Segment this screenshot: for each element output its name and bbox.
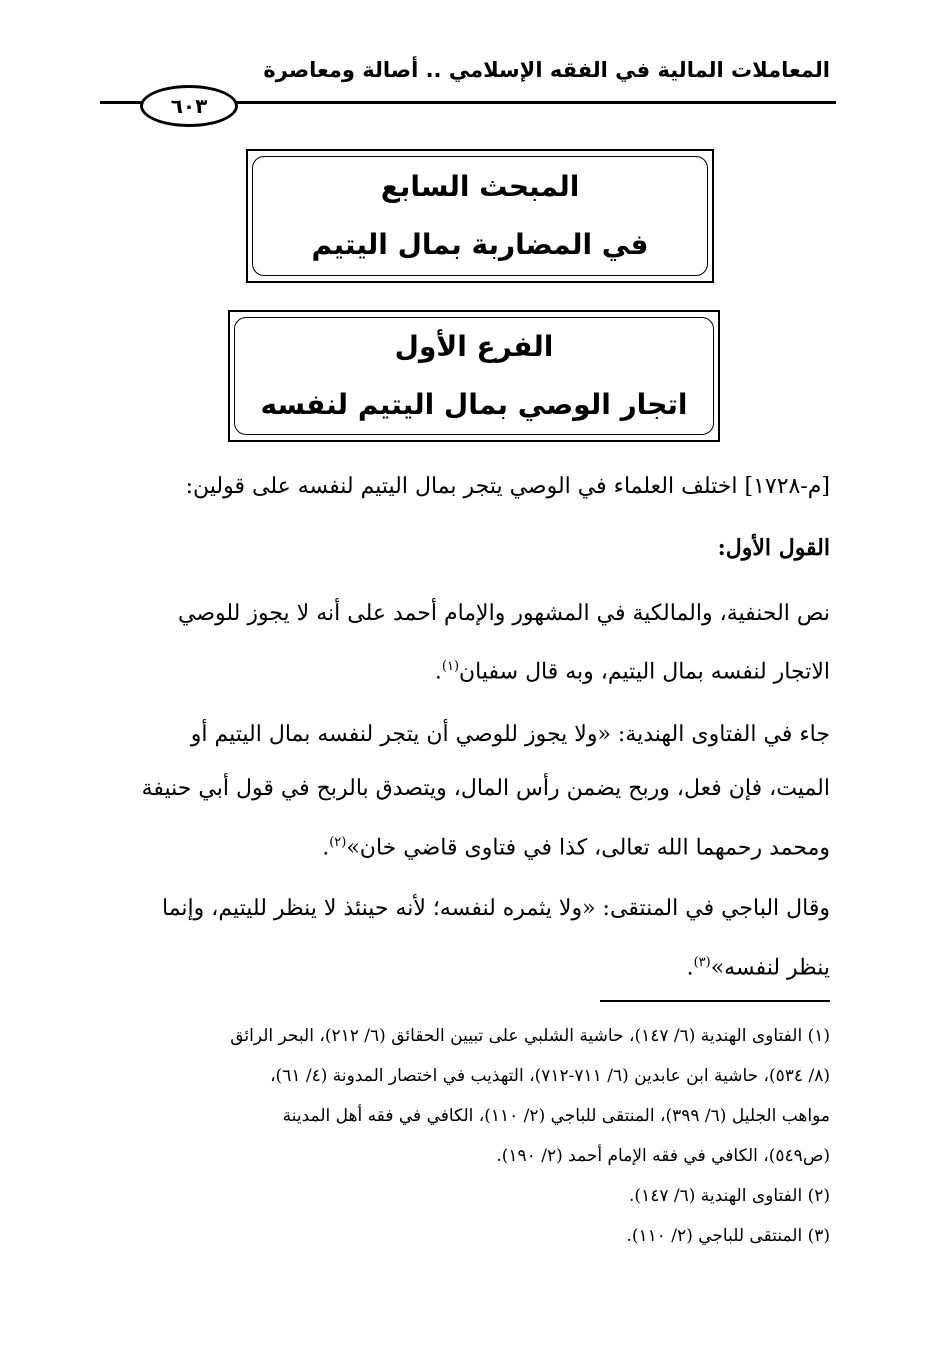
page-number: ٦٠٣ [170,94,208,118]
para1-line2-text: الاتجار لنفسه بمال اليتيم، وبه قال سفيان [459,659,830,685]
footnote-1-line4: (ص٥٤٩)، الكافي في فقه الإمام أحمد (٢/ ١٩٠). [496,1146,830,1166]
para3-end: . [686,955,694,981]
section-title-box [246,149,714,283]
footnote-1-line3: مواهب الجليل (٦/ ٣٩٩)، المنتقى للباجي (٢/ ١١٠)، الكافي في فقه أهل المدينة [282,1106,830,1126]
para3-line1: وقال الباجي في المنتقى: «ولا يثمره لنفسه؛ لأنه حينئذ لا ينظر لليتيم، وإنما [162,896,830,921]
section-subtitle: في المضاربة بمال اليتيم [311,228,649,261]
branch-title-box [228,310,720,442]
para2-line3 [90,813,830,878]
para3-line2 [90,933,830,998]
para2-line1: جاء في الفتاوى الهندية: «ولا يجوز للوصي أن يتجر لنفسه بمال اليتيم أو [190,722,830,747]
branch-subtitle: اتجار الوصي بمال اليتيم لنفسه [260,388,688,421]
running-title: المعاملات المالية في الفقه الإسلامي .. أصالة ومعاصرة [263,58,830,82]
footnote-1-line2: (٨/ ٥٣٤)، حاشية ابن عابدين (٦/ ٧١١-٧١٢)، التهذيب في اختصار المدونة (٤/ ٦١)، [270,1066,830,1086]
first-opinion-heading: القول الأول: [717,535,830,561]
footnote-ref-2[interactable]: (٢) [329,835,347,850]
footnote-ref-3[interactable]: (٣) [693,955,711,970]
section-title: المبحث السابع [380,170,580,203]
branch-title-inner-frame [234,317,714,435]
section-title-inner-frame [252,156,708,276]
para1-end: . [434,659,442,685]
intro-line: [م-١٧٢٨] اختلف العلماء في الوصي يتجر بمال اليتيم لنفسه على قولين: [185,474,830,499]
footnote-3: (٣) المنتقى للباجي (٢/ ١١٠). [626,1226,830,1246]
footnote-ref-1[interactable]: (١) [441,659,460,674]
para3-line2-text: ينظر لنفسه» [710,955,830,981]
footnote-separator [600,1000,830,1002]
para2-line3-text: ومحمد رحمهما الله تعالى، كذا في فتاوى قاضي خان» [346,835,830,861]
footnote-1-line1: (١) الفتاوى الهندية (٦/ ١٤٧)، حاشية الشلبي على تبيين الحقائق (٦/ ٢١٢)، البحر الرائق [230,1026,830,1046]
footnote-2: (٢) الفتاوى الهندية (٦/ ١٤٧). [629,1186,830,1206]
page-number-oval [140,85,238,127]
para1-line1: نص الحنفية، والمالكية في المشهور والإمام أحمد على أنه لا يجوز للوصي [178,601,830,626]
branch-title: الفرع الأول [394,330,554,363]
para1-line2 [90,637,830,702]
footnotes [90,1016,830,1256]
para2-end: . [322,835,330,861]
para2-line2: الميت، فإن فعل، وربح يضمن رأس المال، ويتصدق بالربح في قول أبي حنيفة [141,776,830,801]
